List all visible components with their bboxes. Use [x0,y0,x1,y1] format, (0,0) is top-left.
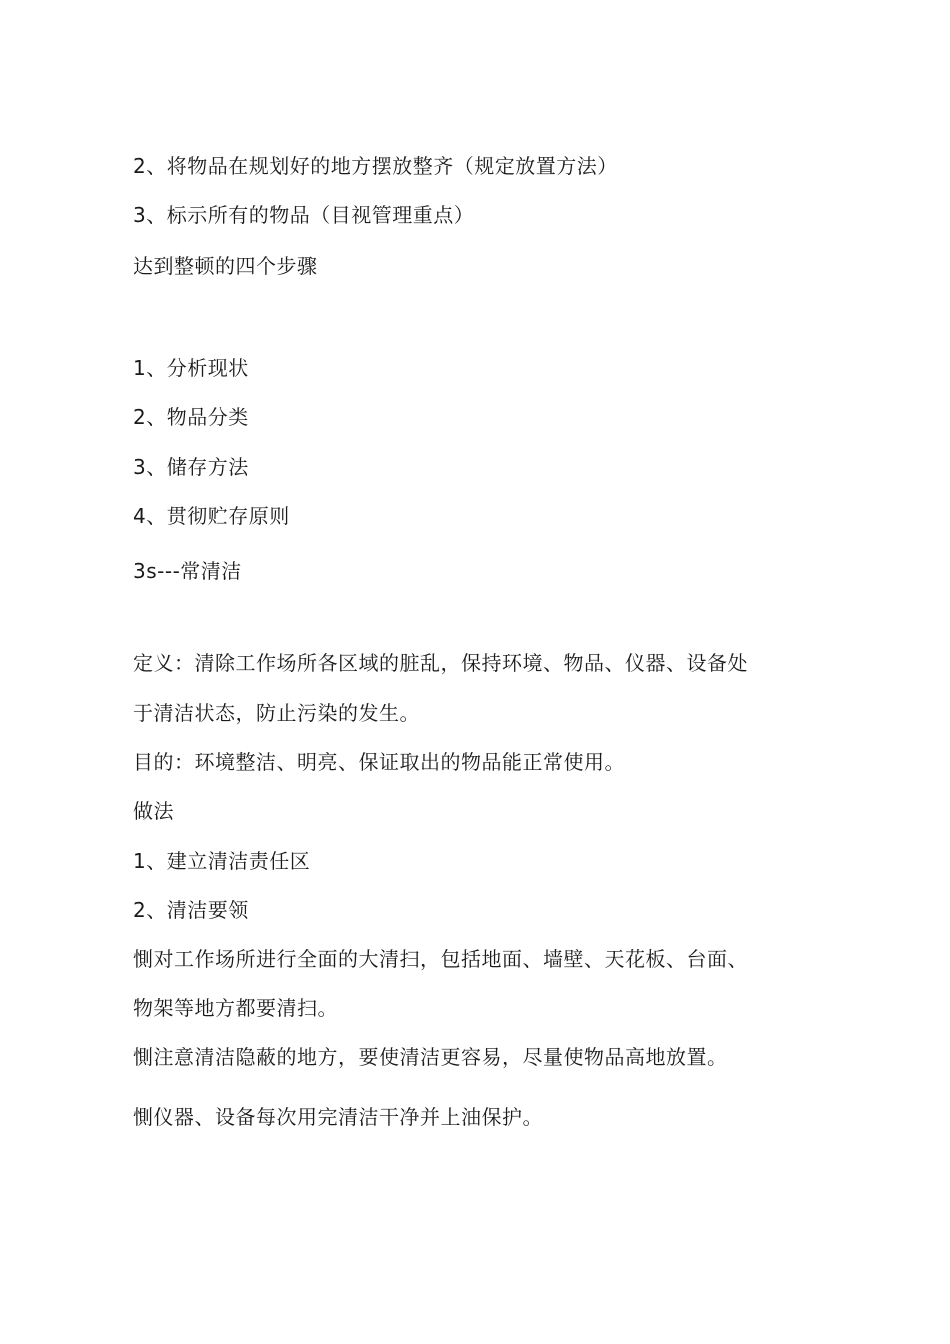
definition-line-2: 于清洁状态，防止污染的发生。 [133,701,420,725]
step-storage-method: 3、储存方法 [133,455,249,479]
step-analyze: 1、分析现状 [133,356,249,380]
text-line-label-items: 3、标示所有的物品（目视管理重点） [133,203,475,227]
bullet-cleaning-line-2: 物架等地方都要清扫。 [133,996,338,1020]
text-line-arrange-items: 2、将物品在规划好的地方摆放整齐（规定放置方法） [133,154,618,178]
bullet-instruments: 惻仪器、设备每次用完清洁干净并上油保护。 [133,1105,543,1129]
step-storage-principle: 4、贯彻贮存原则 [133,504,290,528]
purpose-line: 目的：环境整洁、明亮、保证取出的物品能正常使用。 [133,750,625,774]
bullet-cleaning-line-1: 惻对工作场所进行全面的大清扫，包括地面、墙壁、天花板、台面、 [133,947,748,971]
section-heading-3s: 3s---常清洁 [133,559,242,583]
section-heading-four-steps: 达到整顿的四个步骤 [133,254,318,278]
method-item-responsibility: 1、建立清洁责任区 [133,849,311,873]
definition-line-1: 定义：清除工作场所各区域的脏乱，保持环境、物品、仪器、设备处 [133,651,748,675]
method-item-essentials: 2、清洁要领 [133,898,249,922]
step-classify: 2、物品分类 [133,405,249,429]
bullet-hidden-places: 惻注意清洁隐蔽的地方，要使清洁更容易，尽量使物品高地放置。 [133,1045,728,1069]
method-heading: 做法 [133,799,174,823]
